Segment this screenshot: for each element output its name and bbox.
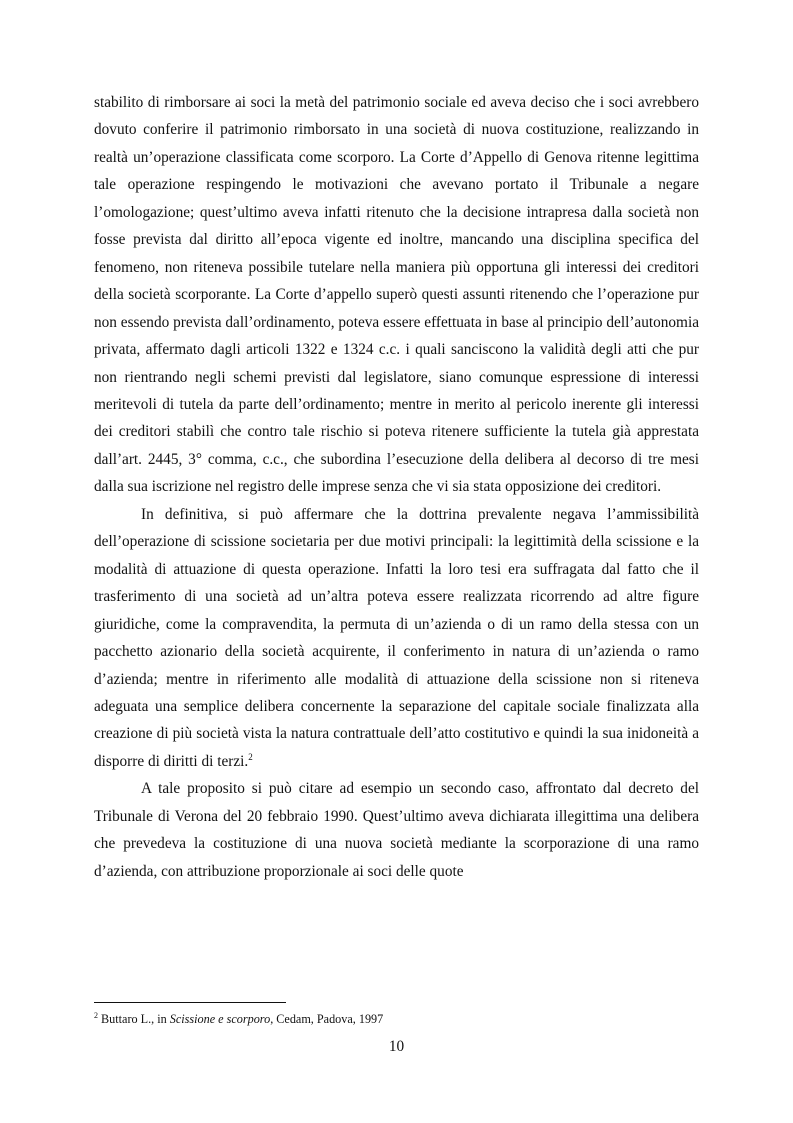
paragraph-2-text: In definitiva, si può affermare che la dottrina prevalente negava l’ammissibilità dell’operazione di scissione societaria per due motivi principali: la legittimità della scissione e la modalità di attuazione di questa operazione. Infatti la loro tesi era suffragata dal fatto che il trasferimento di una società ad un’altra poteva essere realizzata ricorrendo ad altre figure giuridiche, come la compravendita, la permuta di un’azienda o di un ramo della stessa con un pacchetto azionario della società acquirente, il conferimento in natura di un’azienda o ramo d’azienda; mentre in riferimento alle modalità di attuazione della scissione non si riteneva adeguata una semplice delibera concernente la separazione del capitale sociale finalizzata alla creazione di più società vista la natura contrattuale dell’atto costitutivo e quindi la sua inidoneità a disporre di diritti di terzi.: [94, 505, 699, 770]
body-text: [94, 89, 699, 885]
footnote-publisher: , Cedam, Padova, 1997: [270, 1012, 384, 1026]
paragraph-2: [94, 501, 699, 776]
paragraph-1: stabilito di rimborsare ai soci la metà del patrimonio sociale ed aveva deciso che i soci avrebbero dovuto conferire il patrimonio rimborsato in una società di nuova costituzione, realizzando in realtà un’operazione classificata come scorporo. La Corte d’Appello di Genova ritenne legittima tale operazione respingendo le motivazioni che avevano portato il Tribunale a negare l’omologazione; quest’ultimo aveva infatti ritenuto che la decisione intrapresa dalla società non fosse prevista dal diritto all’epoca vigente ed inoltre, mancando una disciplina specifica del fenomeno, non riteneva possibile tutelare nella maniera più opportuna gli interessi dei creditori della società scorporante. La Corte d’appello superò questi assunti ritenendo che l’operazione pur non essendo prevista dall’ordinamento, poteva essere effettuata in base al principio dell’autonomia privata, affermato dagli articoli 1322 e 1324 c.c. i quali sanciscono la validità degli atti che pur non rientrando negli schemi previsti dal legislatore, siano comunque espressione di interessi meritevoli di tutela da parte dell’ordinamento; mentre in merito al pericolo inerente gli interessi dei creditori stabilì che contro tale rischio si poteva ritenere sufficiente la tutela già apprestata dall’art. 2445, 3° comma, c.c., che subordina l’esecuzione della delibera al decorso di tre mesi dalla sua iscrizione nel registro delle imprese senza che vi sia stata opposizione dei creditori.: [94, 94, 699, 496]
footnote-author: Buttaro L., in: [101, 1012, 170, 1026]
footnote-separator: [94, 1002, 286, 1003]
document-page: [94, 0, 699, 1123]
footnote-title: Scissione e scorporo: [169, 1012, 271, 1026]
paragraph-3: A tale proposito si può citare ad esempio un secondo caso, affrontato dal decreto del Tribunale di Verona del 20 febbraio 1990. Quest’ultimo aveva dichiarata illegittima una delibera che prevedeva la costituzione di una nuova società mediante la scorporazione di una ramo d’azienda, con attribuzione proporzionale ai soci delle quote: [94, 780, 699, 880]
footnote-reference: 2: [248, 751, 253, 762]
page-number: 10: [388, 1038, 405, 1055]
footnote-number: 2: [94, 1011, 98, 1020]
footnote: [94, 1011, 699, 1027]
